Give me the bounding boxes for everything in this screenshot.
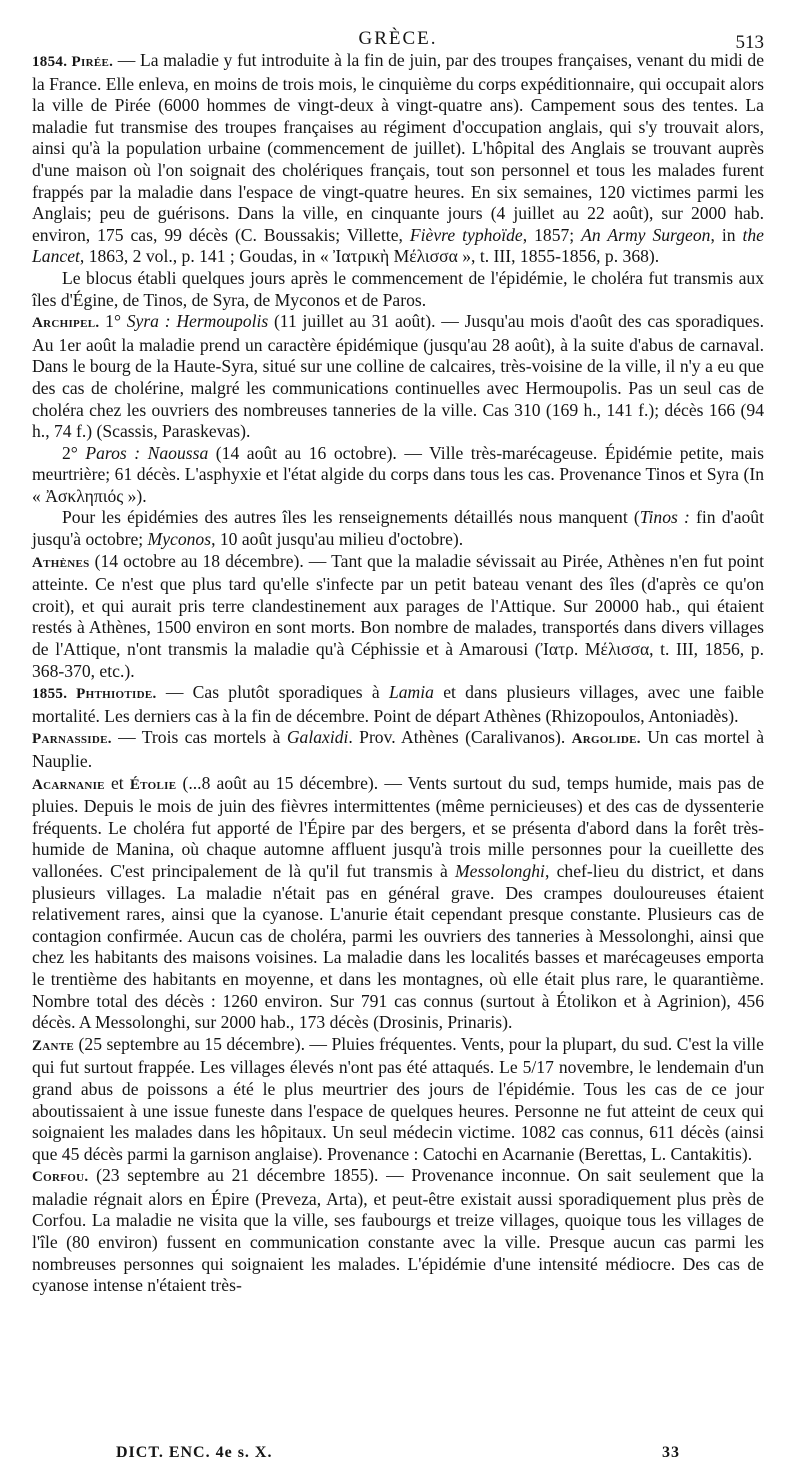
entry-heading: Athènes — [32, 554, 90, 571]
text: — Cas plutôt sporadiques à — [156, 682, 389, 703]
signature-mark: DICT. ENC. 4e s. X. — [116, 1444, 273, 1461]
page-footer — [116, 1444, 680, 1462]
text: (11 juillet au 31 août). — Jusqu'au mois d'août des cas sporadiques. Au 1er août la maladie prend un caractère épidémique (jusqu'au 28 août), à la suite d'abus de carnaval. Dans le bourg de la Haute-Syra, situé sur une colline de calcaires, très-voisine de la ville, il n'y a eu que des cas de cholérine, malgré les communications continuelles avec Hermoupolis. Pas un seul cas de choléra chez les ouvriers des nombreuses tanneries de la ville. Cas 310 (169 h., 141 f.); décès 166 (94 h., 74 f.) (Scassis, Paraskevas). — [32, 311, 764, 442]
running-title: GRÈCE. — [358, 28, 438, 49]
text: Un cas mortel à Nauplie. — [32, 727, 765, 771]
entry-heading: Archipel. — [32, 315, 100, 332]
paragraph-autres-iles — [32, 507, 764, 550]
italic-text: An Army Surgeon — [581, 224, 711, 245]
entry-heading: 1854. Pirée. — [32, 54, 114, 70]
italic-text: Syra : Hermoupolis — [126, 311, 269, 332]
paragraph-piree — [32, 50, 764, 268]
text: et dans plusieurs villages, avec une faible mortalité. Les derniers cas à la fin de décembre. Point de départ Athènes (Rhizopoulos, Antoniadès). — [32, 682, 764, 726]
paragraph-paros — [32, 443, 764, 508]
text: , in — [710, 224, 743, 245]
paragraph-acarnanie — [32, 773, 764, 1034]
paragraph-blocus — [32, 268, 764, 311]
page-number: 513 — [735, 32, 764, 53]
italic-text: Myconos — [147, 529, 212, 550]
entry-heading: Parnasside. — [32, 731, 112, 748]
paragraph-zante — [32, 1034, 764, 1166]
italic-text: Lamia — [388, 682, 434, 703]
paragraph-athenes — [32, 551, 764, 683]
text: . Prov. Athènes (Caralivanos). — [348, 727, 572, 748]
text: , 10 août jusqu'au milieu d'octobre). — [211, 529, 464, 550]
text: , 1857; — [522, 224, 582, 245]
text: , chef-lieu du district, et dans plusieurs villages. La maladie n'était pas en général grave. Des crampes douloureuses étaient relativement rares, ainsi que la cyanose. L'anurie était cependant presque constante. Plusieurs cas de contagion confirmée. Aucun cas de choléra, parmi les ouvriers des tanneries à Messolonghi, ainsi que chez les habitants des maisons voisines. La maladie dans les localités basses et marécageuses emporta le trentième des habitants en moyenne, et dans les montagnes, où elle était plus rare, le quarantième. Nombre total des décès : 1260 environ. Sur 791 cas connus (surtout à Étolikon et à Agrinion), 456 décès. A Messolonghi, sur 2000 hab., 173 décès (Drosinis, Prinaris). — [32, 860, 764, 1033]
paragraph-corfou — [32, 1165, 764, 1297]
text: (25 septembre au 15 décembre). — Pluies fréquentes. Vents, pour la plupart, du sud. C'est la ville qui fut surtout frappée. Les villages élevés n'ont pas été attaqués. Le 5/17 novembre, le lendemain d'un grand abus de poissons a été le plus meurtrier des jours de l'épidémie. Tous les cas de ce jour aboutissaient à une issue funeste dans l'espace de quelques heures. Personne ne fut atteint de ceux qui soignaient les malades dans les hôpitaux. Un seul médecin victime. 1082 cas connus, 611 décès (ainsi que 45 décès parmi la garnison anglaise). Provenance : Catochi en Acarnanie (Berettas, L. Cantakitis). — [32, 1033, 764, 1164]
text: 2° — [62, 442, 86, 463]
paragraph-parnasside — [32, 727, 764, 772]
text: fin d'août jusqu'à octobre; — [32, 507, 764, 550]
italic-text: the Lancet — [32, 224, 764, 267]
text: et — [104, 772, 130, 793]
text: Pour les épidémies des autres îles les renseignements détaillés nous manquent ( — [62, 507, 640, 528]
sheet-number: 33 — [662, 1444, 680, 1461]
text: — Trois cas mortels à — [111, 727, 287, 748]
entry-heading: Corfou. — [32, 1169, 89, 1186]
paragraph-archipel — [32, 311, 764, 443]
text: , 1863, 2 vol., p. 141 ; Goudas, in « Ἰατρικὴ Μέλισσα », t. III, 1855-1856, p. 368). — [79, 246, 660, 267]
entry-heading: Étolie — [129, 776, 177, 793]
text: (14 octobre au 18 décembre). — Tant que la maladie sévissait au Pirée, Athènes n'en fut point atteinte. Ce n'est que plus tard qu'elle s'infecte par un petit bateau venant des îles (d'après ce qu'on croit), et qui aurait pris terre clandestinement aux parages de l'Attique. Sur 20000 hab., qui étaient restés à Athènes, 1500 environ en sont morts. Bon nombre de malades, transportés dans divers villages de l'Attique, n'ont transmis la maladie qu'à Céphissie et à Amarousi (Ἰατρ. Μέλισσα, t. III, 1856, p. 368-370, etc.). — [32, 550, 764, 681]
text: Le blocus établi quelques jours après le commencement de l'épidémie, le choléra fut transmis aux îles d'Égine, de Tinos, de Syra, de Myconos et de Paros. — [32, 267, 764, 310]
text: 1° — [99, 311, 127, 332]
entry-heading: Argolide. — [571, 731, 641, 748]
entry-heading: Acarnanie — [32, 776, 105, 793]
text: (23 septembre au 21 décembre 1855). — Provenance inconnue. On sait seulement que la maladie régnait alors en Épire (Preveza, Arta), et peut-être existait aussi sporadiquement plus près de Corfou. La maladie ne visita que la ville, ses faubourgs et treize villages, quoique tous les villages de l'île (80 environ) fussent en communication constante avec la ville. Presque aucun cas parmi les nombreuses personnes qui soignaient les malades. L'épidémie d'une intensité médiocre. Des cas de cyanose intense n'étaient très- — [32, 1165, 764, 1296]
paragraph-phthiotide — [32, 682, 764, 727]
italic-text: Messolonghi — [455, 860, 545, 881]
text: (...8 août au 15 décembre). — Vents surtout du sud, temps humide, mais pas de pluies. Depuis le mois de juin des fièvres intermittentes (même pernicieuses) et des cas de dyssenterie fréquents. Le choléra fut apporté de l'Épire par des bergers, et se présenta d'abord dans la forêt très-humide de Manina, où chaque automne affluent jusqu'à trois mille personnes pour la cueillette des vallonées. C'est principalement de là qu'il fut transmis à — [32, 772, 765, 881]
italic-text: Galaxidi — [286, 727, 349, 748]
italic-text: Fièvre typhoïde — [409, 224, 523, 245]
italic-text: Paros : Naoussa — [85, 442, 209, 463]
text: (14 août au 16 octobre). — Ville très-marécageuse. Épidémie petite, mais meurtrière; 61 décès. L'asphyxie et l'état algide du corps dans tous les cas. Provenance Tinos et Syra (In « Ἀσκληπιός »). — [32, 442, 764, 506]
italic-text: Tinos : — [639, 507, 690, 528]
body-text — [32, 50, 764, 1297]
running-head — [32, 0, 764, 53]
text: — La maladie y fut introduite à la fin de juin, par des troupes françaises, venant du midi de la France. Elle enleva, en moins de trois mois, le cinquième du corps expéditionnaire, qui occupait alors la ville de Pirée (6000 hommes de vingt-deux à vingt-quatre ans). Campement sous des tentes. La maladie fut transmise des troupes françaises au régiment d'occupation anglais, qui s'y trouvait alors, ainsi qu'à la population urbaine (commencement de juillet). L'hôpital des Anglais se trouvant auprès d'une maison où l'on soignait des cholériques français, tout son personnel et tous les malades furent frappés par la maladie dans l'espace de vingt-quatre heures. En six semaines, 120 victimes parmi les Anglais; peu de guérisons. Dans la ville, en cinquante jours (4 juillet au 22 août), sur 2000 hab. environ, 175 cas, 99 décès (C. Boussakis; Villette, — [32, 50, 764, 245]
entry-heading: 1855. Phthiotide. — [32, 686, 157, 703]
entry-heading: Zante — [32, 1037, 75, 1054]
